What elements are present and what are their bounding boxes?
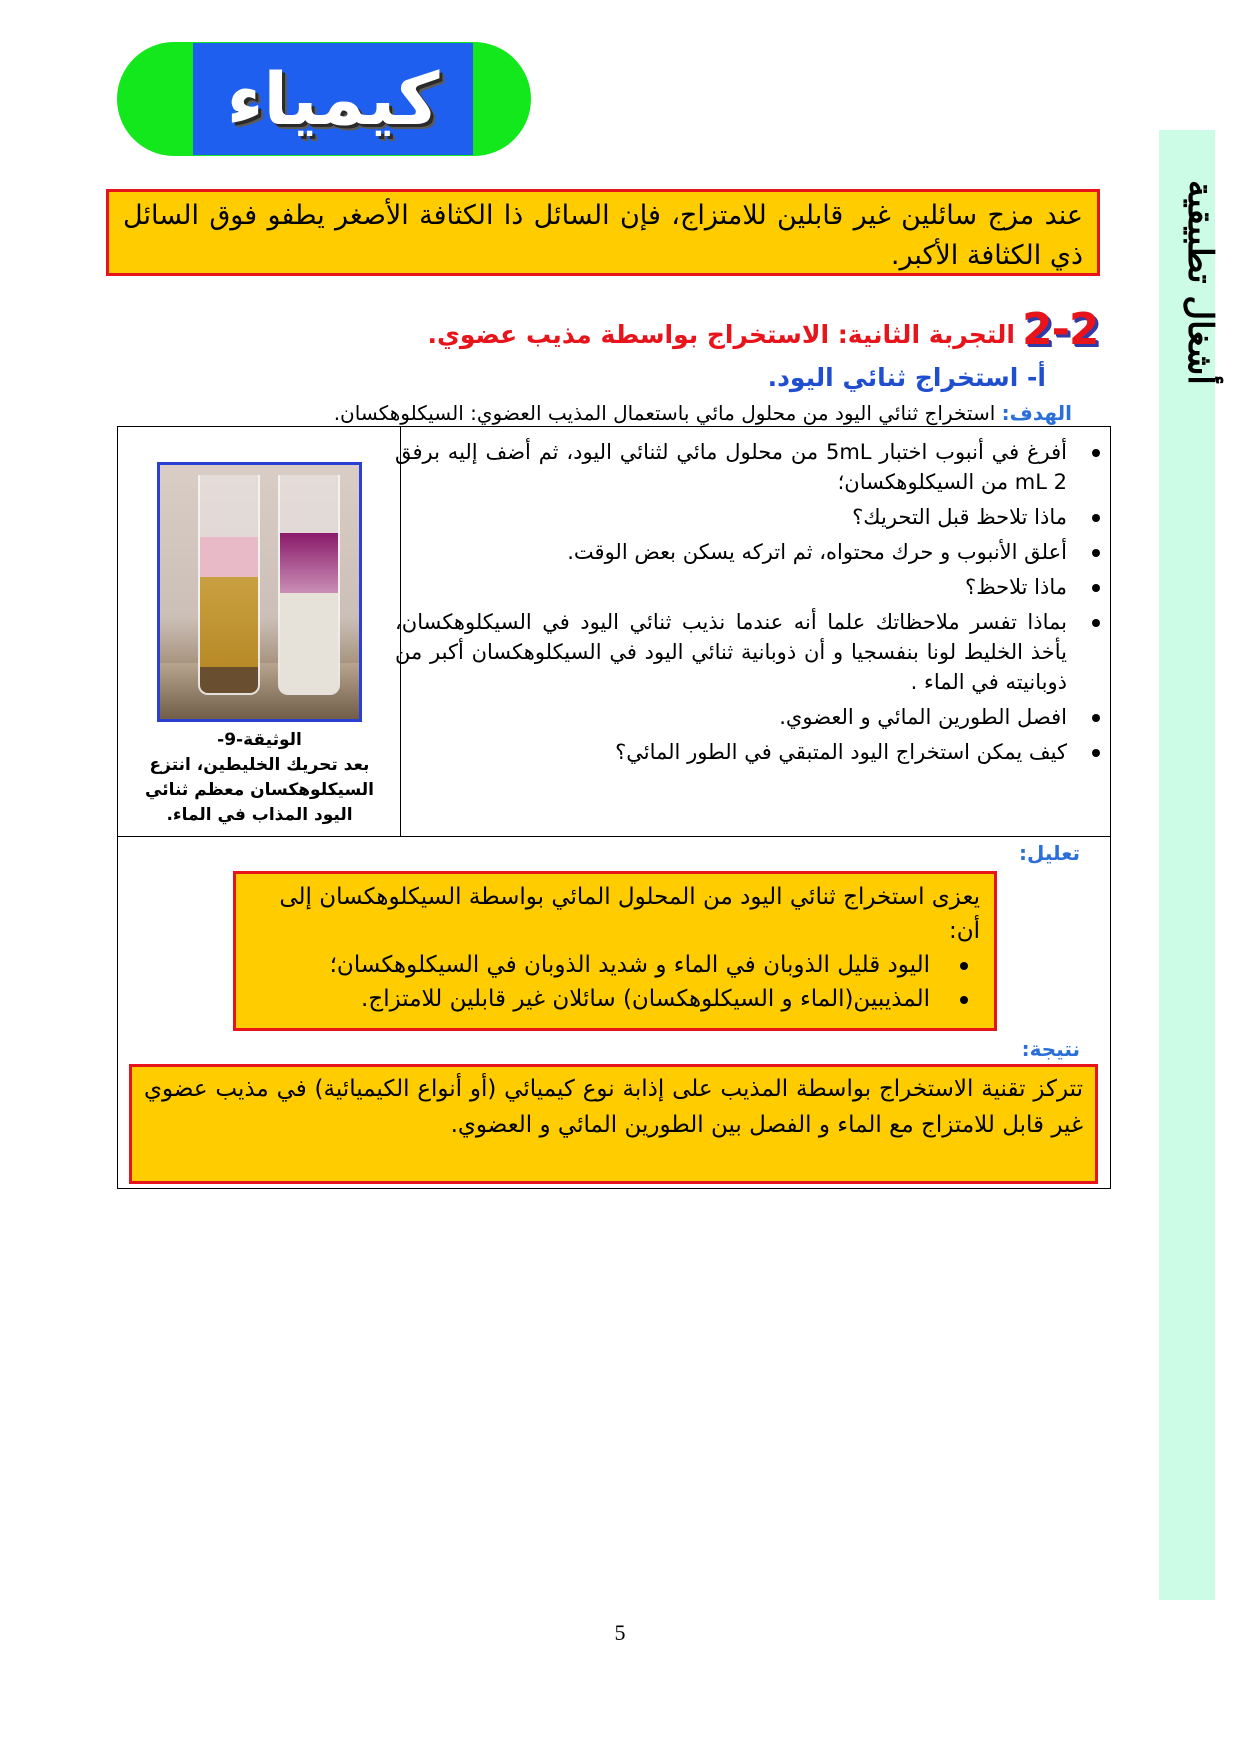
right-test-tube	[278, 475, 340, 695]
conclusion-text: تتركز تقنية الاستخراج بواسطة المذيب على إذابة نوع كيميائي (أو أنواع الكيميائية) في مذيب عضوي غير قابل للامتزاج مع الماء و الفصل بين الطورين المائي و العضوي.	[144, 1076, 1083, 1138]
step-item: ماذا تلاحظ قبل التحريك؟	[395, 502, 1100, 532]
analysis-point: المذيبين(الماء و السيكلوهكسان) سائلان غير قابلين للامتزاج.	[250, 982, 980, 1016]
intro-box	[106, 189, 1100, 276]
right-tube-clear-layer	[280, 593, 338, 695]
steps-list	[395, 437, 1100, 772]
step-item: افصل الطورين المائي و العضوي.	[395, 702, 1100, 732]
table-row-divider	[117, 836, 1111, 837]
left-tube-bottom	[200, 667, 258, 695]
figure-caption-text: بعد تحريك الخليطين، انتزع السيكلوهكسان معظم ثنائي اليود المذاب في الماء.	[145, 755, 374, 825]
step-item: أفرغ في أنبوب اختبار 5mL من محلول مائي لثنائي اليود، ثم أضف إليه برفق 2 mL من السيكلوهكسان؛	[395, 437, 1100, 497]
analysis-point: اليود قليل الذوبان في الماء و شديد الذوبان في السيكلوهكسان؛	[250, 948, 980, 982]
figure-caption	[127, 728, 392, 828]
figure-label: الوثيقة-9-	[217, 730, 302, 750]
analysis-box	[233, 871, 997, 1031]
side-band-title: أشغال تطبيقية	[1180, 180, 1220, 385]
goal-line	[334, 401, 1072, 425]
conclusion-label: نتيجة:	[1021, 1037, 1080, 1061]
intro-text: عند مزج سائلين غير قابلين للامتزاج، فإن السائل ذا الكثافة الأصغر يطفو فوق السائل ذي الكثافة الأكبر.	[123, 200, 1083, 271]
analysis-list	[250, 948, 980, 1016]
step-item: ماذا تلاحظ؟	[395, 572, 1100, 602]
step-item: كيف يمكن استخراج اليود المتبقي في الطور المائي؟	[395, 737, 1100, 767]
step-item: أعلق الأنبوب و حرك محتواه، ثم اتركه يسكن بعض الوقت.	[395, 537, 1100, 567]
left-tube-upper-layer	[200, 537, 258, 577]
page-number: 5	[614, 1620, 626, 1645]
header-title: كيمياء	[226, 57, 440, 141]
analysis-label: تعليل:	[1019, 841, 1080, 865]
subsection-title: أ- استخراج ثنائي اليود.	[767, 363, 1046, 392]
conclusion-box	[129, 1064, 1098, 1184]
step-item: بماذا تفسر ملاحظاتك علما أنه عندما نذيب ثنائي اليود في السيكلوهكسان، يأخذ الخليط لونا بنفسجيا و أن ذوبانية ثنائي اليود في السيكلوهكسان أكبر من ذوبانيته في الماء .	[395, 607, 1100, 697]
goal-label: الهدف:	[1001, 401, 1072, 425]
analysis-intro: يعزى استخراج ثنائي اليود من المحلول المائي بواسطة السيكلوهكسان إلى أن:	[279, 884, 980, 944]
section-number: 2-2	[1022, 304, 1099, 355]
goal-text: استخراج ثنائي اليود من محلول مائي باستعمال المذيب العضوي: السيكلوهكسان.	[333, 401, 996, 425]
test-tubes-photo	[157, 462, 362, 722]
left-test-tube	[198, 475, 260, 695]
left-tube-lower-layer	[200, 577, 258, 667]
section-title: التجربة الثانية: الاستخراج بواسطة مذيب عضوي.	[427, 320, 1015, 349]
right-tube-violet-layer	[280, 533, 338, 593]
